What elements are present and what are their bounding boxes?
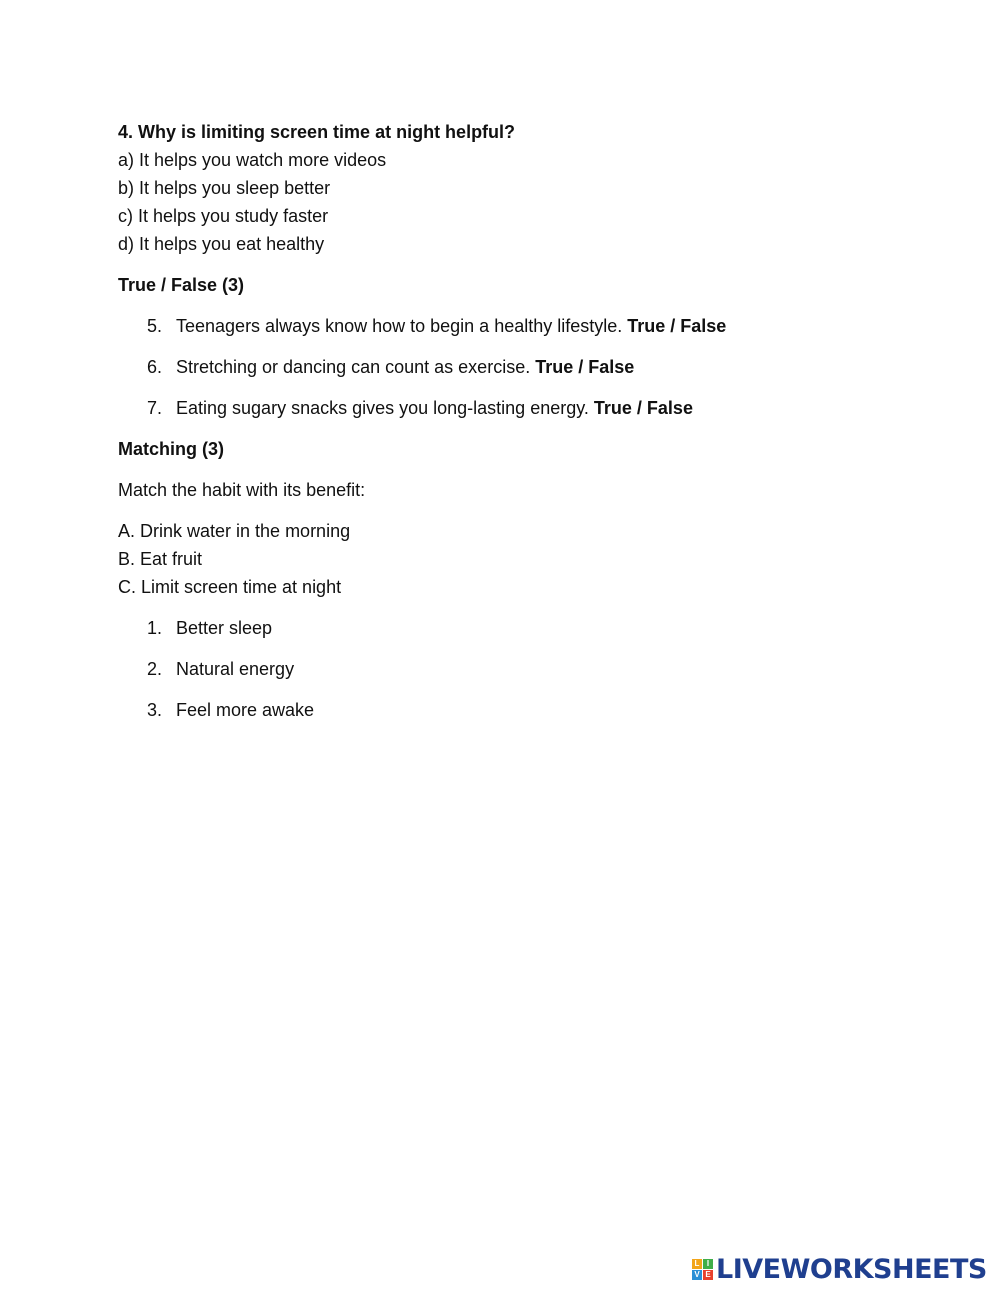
true-false-title: True / False (3) [118, 275, 245, 295]
option-a: a) It helps you watch more videos [118, 150, 387, 170]
habit-a: A. Drink water in the morning [118, 521, 351, 541]
list-item [118, 394, 938, 422]
matching-instruction: Match the habit with its benefit: [118, 480, 366, 500]
habit-c: C. Limit screen time at night [118, 577, 342, 597]
logo-text: LIVEWORKSHEETS [716, 1253, 987, 1285]
benefit-text: Better sleep [176, 618, 273, 638]
item-text [176, 394, 693, 422]
item-number: 7. [146, 398, 162, 418]
matching-benefits [118, 614, 938, 724]
list-item [118, 614, 938, 642]
true-false-answer[interactable]: True / False [593, 398, 693, 418]
liveworksheets-logo [692, 1254, 987, 1284]
logo-mark-letter: L [692, 1259, 702, 1269]
item-number: 5. [146, 316, 162, 336]
list-item [118, 353, 938, 381]
option-b: b) It helps you sleep better [118, 178, 331, 198]
true-false-list [118, 312, 938, 422]
list-item [118, 655, 938, 683]
item-number: 3. [146, 700, 162, 720]
question-4-title: 4. Why is limiting screen time at night helpful? [118, 122, 516, 142]
statement: Teenagers always know how to begin a healthy lifestyle. [176, 316, 628, 336]
option-c: c) It helps you study faster [118, 206, 329, 226]
matching-habits [118, 517, 938, 601]
list-item [118, 312, 938, 340]
logo-mark-letter: V [692, 1270, 702, 1280]
logo-mark-letter: I [703, 1259, 713, 1269]
benefit-text: Feel more awake [176, 700, 315, 720]
item-number: 1. [146, 618, 162, 638]
option-d: d) It helps you eat healthy [118, 234, 325, 254]
item-number: 2. [146, 659, 162, 679]
logo-mark-letter: E [703, 1270, 713, 1280]
logo-mark-icon [692, 1259, 713, 1280]
item-text [176, 353, 634, 381]
habit-b: B. Eat fruit [118, 549, 203, 569]
question-4-options [118, 146, 938, 258]
benefit-text: Natural energy [176, 659, 295, 679]
statement: Stretching or dancing can count as exercise. [176, 357, 536, 377]
item-number: 6. [146, 357, 162, 377]
item-text [176, 312, 726, 340]
true-false-answer[interactable]: True / False [627, 316, 727, 336]
list-item [118, 696, 938, 724]
matching-title: Matching (3) [118, 439, 224, 459]
worksheet-page [118, 118, 938, 737]
true-false-answer[interactable]: True / False [535, 357, 635, 377]
statement: Eating sugary snacks gives you long-lasting energy. [176, 398, 594, 418]
